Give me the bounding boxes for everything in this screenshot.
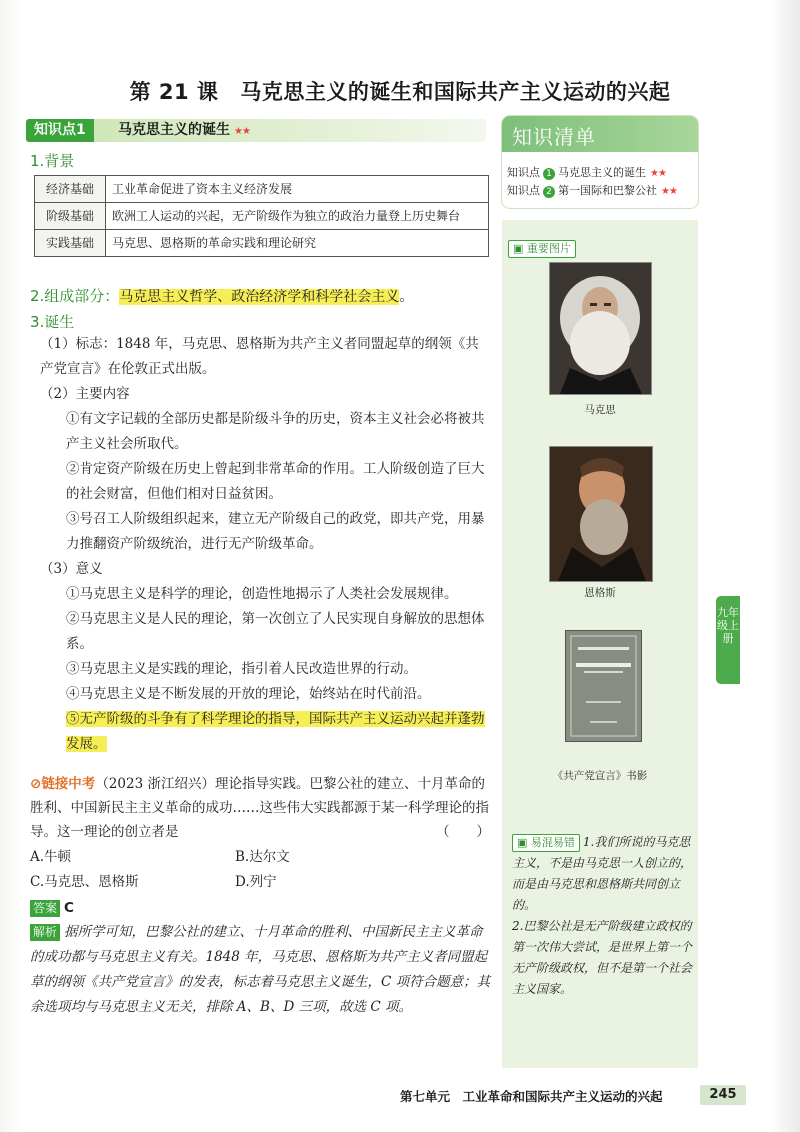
significance-highlight: ⑤无产阶级的斗争有了科学理论的指导，国际共产主义运动兴起并蓬勃发展。 [66, 711, 485, 752]
significance-list [40, 582, 490, 757]
table-value: 欧洲工人运动的兴起，无产阶级作为独立的政治力量登上历史舞台 [106, 203, 489, 230]
answer-label: 答案 [30, 900, 60, 917]
birth-sign-text: 1848 年，马克思、恩格斯为共产主义者同盟起草的纲领《共产党宣言》在伦敦正式出版。 [40, 336, 479, 377]
section-heading-composition: 2.组成部分： [30, 287, 120, 305]
analysis [30, 920, 492, 1020]
tip-item-2: 2.巴黎公社是无产阶级建立政权的第一次伟大尝试，是世界上第一个无产阶级政权，但不是第一个社会主义国家。 [512, 919, 693, 996]
knowledge-list-item [507, 164, 666, 180]
composition-end: 。 [399, 289, 414, 305]
manifesto-cover-drawing [566, 631, 641, 741]
list-item-highlight [66, 707, 490, 757]
tip-icon: ▣ [517, 836, 528, 849]
option-b: B.达尔文 [235, 849, 290, 865]
table-value: 马克思、恩格斯的革命实践和理论研究 [106, 230, 489, 257]
list-item: ③号召工人阶级组织起来，建立无产阶级自己的政党，即共产党，用暴力推翻资产阶级统治，进行无产阶级革命。 [66, 511, 485, 552]
manifesto-cover [565, 630, 642, 742]
answer-paren: （ ） [436, 824, 490, 840]
caption-engels: 恩格斯 [584, 587, 616, 599]
answer-line [30, 896, 74, 921]
pictures-tag [508, 240, 576, 258]
option-d: D.列宁 [235, 874, 277, 890]
number-badge-icon: 1 [543, 168, 555, 180]
lesson-number: 第 21 课 [129, 80, 219, 104]
link-icon: ⊘ [30, 776, 42, 792]
option-a: A.牛顿 [30, 849, 72, 865]
lesson-title-text: 马克思主义的诞生和国际共产主义运动的兴起 [240, 80, 671, 104]
knowledge-point-bar [26, 119, 486, 142]
analysis-text: 据所学可知，巴黎公社的建立、十月革命的胜利、中国新民主主义革命的成功都与马克思主义有关。1848 年，马克思、恩格斯为共产主义者同盟起草的纲领《共产党宣言》的发表，标志着马克思主义诞生，C 项符合题意；其余选项均与马克思主义无关，排除 A、B、D 三项，故选 C 项。 [30, 924, 491, 1015]
list-item: ②马克思主义是人民的理论，第一次创立了人民实现自身解放的思想体系。 [66, 611, 485, 652]
engels-portrait [549, 446, 653, 582]
composition-highlight: 马克思主义哲学、政治经济学和科学社会主义 [119, 289, 400, 305]
engels-portrait-drawing [550, 447, 652, 581]
knowledge-list-title: 知识清单 [512, 125, 596, 149]
knowledge-point-name [118, 119, 250, 143]
exam-text: （2023 浙江绍兴）理论指导实践。巴黎公社的建立、十月革命的胜利、中国新民主主义革命的成功……这些伟大实践都源于某一科学理论的指导。这一理论的创立者是 [30, 776, 489, 840]
star-icon: ★★ [650, 168, 666, 179]
tip-1-text: 1.我们所说的马克思主义，不是由马克思一人创立的，而是由马克思和恩格斯共同创立的。 [512, 835, 693, 912]
marx-portrait [549, 262, 652, 395]
tip-label: 易混易错 [530, 836, 575, 849]
caption-manifesto: 《共产党宣言》书影 [552, 770, 648, 782]
unit-number: 第七单元 [400, 1089, 451, 1104]
significance-label: （3）意义 [40, 561, 103, 577]
picture-icon: ▣ [513, 242, 524, 255]
list-item: ②肯定资产阶级在历史上曾起到非常革命的作用。工人阶级创造了巨大的社会财富，但他们相对日益贫困。 [66, 461, 485, 502]
table-key: 经济基础 [35, 176, 106, 203]
exam-question [30, 772, 490, 844]
birth-sign-label: （1）标志： [40, 336, 117, 352]
kl-prefix: 知识点 [507, 184, 540, 197]
content-label: （2）主要内容 [40, 386, 130, 402]
knowledge-point-title: 马克思主义的诞生 [118, 122, 230, 138]
star-icon: ★★ [234, 126, 250, 137]
table-row [35, 230, 489, 257]
kl-name: 马克思主义的诞生 [558, 166, 646, 179]
table-value: 工业革命促进了资本主义经济发展 [106, 176, 489, 203]
exam-options [30, 845, 490, 895]
number-badge-icon: 2 [543, 186, 555, 198]
unit-title: 工业革命和国际共产主义运动的兴起 [462, 1089, 663, 1104]
analysis-label: 解析 [30, 924, 60, 941]
lesson-title [0, 76, 800, 106]
birth-section [40, 332, 490, 757]
knowledge-point-tag: 知识点1 [26, 119, 94, 142]
exam-label: 链接中考 [41, 776, 96, 792]
section-heading-background: 1.背景 [30, 152, 75, 170]
option-c: C.马克思、恩格斯 [30, 874, 139, 890]
section-heading-birth: 3.诞生 [30, 313, 75, 331]
star-icon: ★★ [661, 186, 677, 197]
kl-name: 第一国际和巴黎公社 [558, 184, 657, 197]
composition-line [30, 284, 413, 310]
content-list [40, 407, 490, 557]
list-item: ①马克思主义是科学的理论，创造性地揭示了人类社会发展规律。 [66, 586, 458, 602]
marx-portrait-drawing [550, 263, 651, 394]
page-number: 245 [700, 1085, 746, 1105]
table-key: 实践基础 [35, 230, 106, 257]
footer-unit [400, 1087, 663, 1105]
tip-tag [512, 834, 580, 852]
tip-text [512, 832, 692, 1000]
pictures-label: 重要图片 [526, 242, 571, 255]
list-item: ④马克思主义是不断发展的开放的理论，始终站在时代前沿。 [66, 686, 431, 702]
background-table [34, 175, 489, 257]
list-item: ①有文字记载的全部历史都是阶级斗争的历史，资本主义社会必将被共产主义社会所取代。 [66, 411, 485, 452]
options-row [30, 845, 490, 870]
answer-value: C [64, 900, 74, 916]
caption-marx: 马克思 [584, 404, 616, 416]
grade-side-tab[interactable]: 九年级上册 [716, 596, 740, 684]
list-item: ③马克思主义是实践的理论，指引着人民改造世界的行动。 [66, 661, 417, 677]
kl-prefix: 知识点 [507, 166, 540, 179]
table-row [35, 176, 489, 203]
birth-sign [40, 332, 490, 382]
knowledge-list-item [507, 182, 677, 198]
table-key: 阶级基础 [35, 203, 106, 230]
table-row [35, 203, 489, 230]
options-row [30, 870, 490, 895]
tip-item-1 [512, 832, 692, 916]
